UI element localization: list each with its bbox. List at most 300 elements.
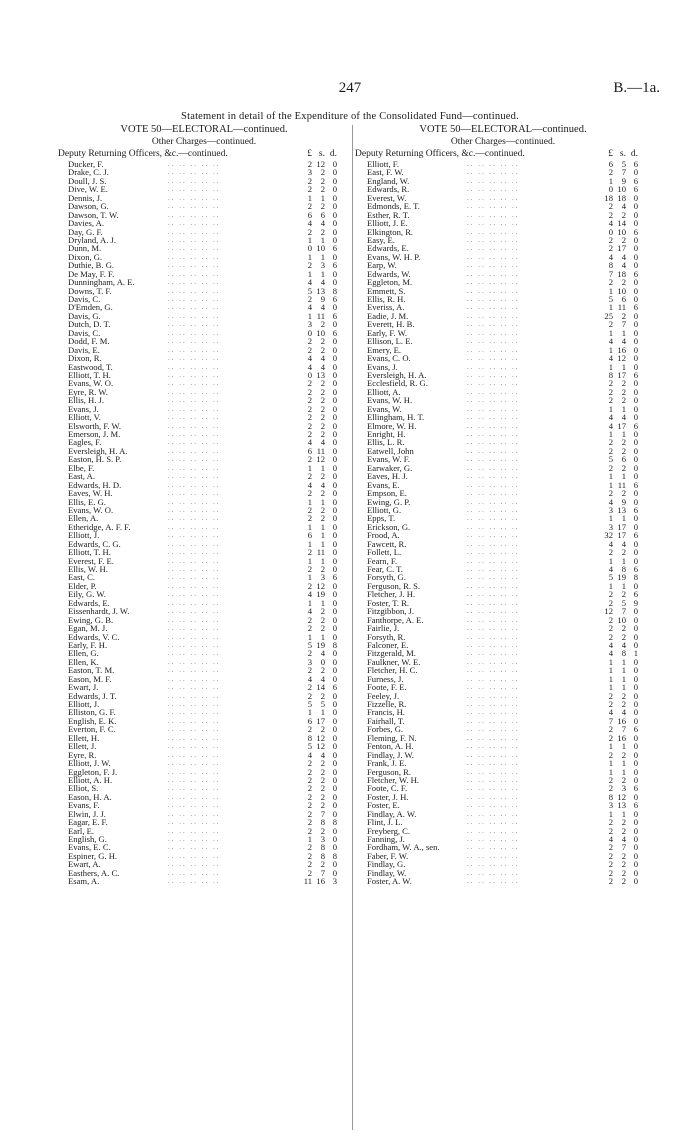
payee-name: Empson, E. — [367, 488, 407, 499]
shillings-value: 1 — [320, 631, 325, 642]
pounds-value: 8 — [608, 260, 613, 271]
leader-dots: .. .. .. .. .. — [168, 438, 221, 447]
pence-value: 0 — [633, 859, 638, 870]
pounds-value: 4 — [608, 564, 613, 574]
pounds-value: 1 — [608, 580, 613, 591]
pence-value: 0 — [633, 876, 638, 887]
leader-dots: .. .. .. .. .. — [467, 176, 520, 185]
pence-value: 0 — [332, 302, 337, 313]
payee-name: Francis, H. — [367, 707, 405, 718]
leader-dots: .. .. .. .. .. — [168, 295, 221, 303]
leader-dots: .. .. .. .. .. — [168, 261, 221, 270]
payee-name: Evans, W. F. — [367, 454, 411, 465]
leader-dots: .. .. .. .. .. — [467, 548, 520, 557]
pounds-value: 4 — [307, 479, 312, 490]
pounds-value: 1 — [307, 310, 312, 321]
shillings-value: 9 — [320, 294, 325, 304]
shillings-value: 2 — [621, 437, 626, 448]
vote-heading: VOTE 50—ELECTORAL—continued. — [120, 124, 288, 135]
pence-value: 0 — [633, 319, 638, 330]
pence-value: 0 — [332, 209, 337, 220]
payee-name: Follett, L. — [367, 547, 402, 558]
pounds-value: 3 — [307, 319, 312, 330]
pence-value: 0 — [332, 648, 337, 659]
shillings-value: 8 — [320, 817, 325, 828]
pounds-value: 1 — [608, 656, 613, 667]
pence-value: 0 — [633, 488, 638, 499]
leader-dots: .. .. .. .. .. — [168, 556, 221, 565]
pence-value: 0 — [332, 386, 337, 397]
pence-value: 0 — [633, 192, 638, 203]
payee-name: Fletcher, J. H. — [367, 589, 416, 600]
table-row — [355, 683, 651, 691]
shillings-value: 2 — [320, 758, 325, 769]
pounds-value: 4 — [307, 361, 312, 372]
pence-value: 0 — [633, 403, 638, 414]
payee-name: Edmonds, E. T. — [367, 201, 420, 212]
pounds-value: 3 — [608, 504, 613, 515]
payee-name: Evans, F. — [68, 800, 100, 811]
pounds-value: 1 — [608, 429, 613, 439]
leader-dots: .. .. .. .. .. — [168, 345, 221, 354]
shillings-value: 0 — [320, 656, 325, 667]
pence-value: 0 — [332, 758, 337, 769]
leader-dots: .. .. .. .. .. — [467, 295, 520, 303]
pence-value: 0 — [332, 234, 337, 245]
shillings-value: 14 — [617, 218, 626, 229]
pounds-value: 2 — [307, 378, 312, 389]
shillings-value: 4 — [320, 302, 325, 313]
pounds-value: 4 — [307, 277, 312, 288]
table-row — [58, 793, 350, 801]
leader-dots: .. .. .. .. .. — [168, 379, 221, 388]
leader-dots: .. .. .. .. .. — [467, 337, 520, 346]
pence-value: 0 — [633, 555, 638, 566]
shillings-value: 2 — [621, 623, 626, 634]
pence-value: 0 — [633, 471, 638, 482]
leader-dots: .. .. .. .. .. — [168, 278, 221, 287]
pounds-value: 4 — [608, 251, 613, 262]
leader-dots: .. .. .. .. .. — [467, 818, 520, 827]
leader-dots: .. .. .. .. .. — [168, 565, 221, 573]
shillings-value: 2 — [621, 859, 626, 870]
pence-value: 0 — [633, 631, 638, 642]
pounds-value: 4 — [608, 648, 613, 659]
table-row — [58, 320, 350, 328]
leader-dots: .. .. .. .. .. — [168, 463, 221, 472]
pence-value: 0 — [332, 353, 337, 364]
payee-name: Easy, E. — [367, 234, 395, 245]
pence-value: 0 — [633, 715, 638, 726]
pence-value: 0 — [332, 580, 337, 591]
shillings-value: 2 — [320, 859, 325, 870]
pence-value: 0 — [332, 167, 337, 178]
pence-value: 0 — [332, 395, 337, 406]
pounds-value: 2 — [307, 859, 312, 870]
leader-dots: .. .. .. .. .. — [467, 674, 520, 683]
shillings-value: 1 — [621, 361, 626, 372]
leader-dots: .. .. .. .. .. — [168, 328, 221, 337]
payee-name: Edwards, H. D. — [68, 479, 122, 490]
pence-value: 0 — [332, 800, 337, 811]
pence-value: 0 — [633, 639, 638, 650]
shillings-value: 11 — [617, 479, 626, 490]
payee-name: Eatwell, John — [367, 445, 414, 456]
shillings-value: 2 — [320, 783, 325, 794]
payee-name: Fizzelle, R. — [367, 699, 407, 709]
leader-dots: .. .. .. .. .. — [467, 733, 520, 742]
payee-name: Findlay, W. — [367, 867, 407, 878]
leader-dots: .. .. .. .. .. — [168, 430, 221, 438]
shillings-value: 2 — [320, 488, 325, 499]
pence-value: 0 — [332, 369, 337, 380]
payee-name: Evans, W. O. — [68, 504, 114, 515]
leader-dots: .. .. .. .. .. — [467, 632, 520, 641]
shillings-value: 1 — [621, 580, 626, 591]
payee-name: Eaves, H. J. — [367, 471, 408, 482]
pence-value: 0 — [633, 218, 638, 229]
pence-value: 8 — [633, 572, 638, 583]
table-row — [58, 641, 350, 649]
payee-name: Edwards, E. — [367, 243, 409, 254]
pence-value: 0 — [332, 251, 337, 262]
pence-value: 0 — [332, 538, 337, 549]
pounds-value: 2 — [608, 201, 613, 212]
shillings-value: 1 — [621, 665, 626, 676]
table-row — [58, 430, 350, 438]
payee-name: Ewart, A. — [68, 859, 101, 870]
payee-name: Fenton, A. H. — [367, 741, 414, 752]
pence-value: 6 — [332, 243, 337, 254]
shillings-value: 11 — [316, 445, 325, 456]
shillings-value: 4 — [320, 277, 325, 288]
pounds-value: 1 — [307, 555, 312, 566]
leader-dots: .. .. .. .. .. — [467, 168, 520, 177]
leader-dots: .. .. .. .. .. — [168, 176, 221, 185]
pence-value: 0 — [633, 547, 638, 558]
pounds-value: 1 — [307, 192, 312, 203]
shillings-value: 1 — [320, 496, 325, 507]
shillings-value: 1 — [320, 555, 325, 566]
pounds-value: 2 — [307, 724, 312, 735]
leader-dots: .. .. .. .. .. — [168, 168, 221, 177]
leader-dots: .. .. .. .. .. — [467, 430, 520, 438]
leader-dots: .. .. .. .. .. — [168, 590, 221, 599]
leader-dots: .. .. .. .. .. — [467, 472, 520, 481]
shillings-value: 10 — [617, 226, 626, 237]
pence-value: 0 — [332, 589, 337, 600]
pence-value: 0 — [633, 462, 638, 473]
payee-name: Everest, W. — [367, 192, 407, 203]
other-charges-heading: Other Charges—continued. — [151, 137, 257, 147]
pence-value: 6 — [633, 226, 638, 237]
pounds-value: 4 — [307, 302, 312, 313]
payee-name: Edwards, J. T. — [68, 690, 117, 701]
leader-dots: .. .. .. .. .. — [168, 210, 221, 219]
leader-dots: .. .. .. .. .. — [467, 505, 520, 514]
pence-value: 6 — [633, 479, 638, 490]
shillings-value: 16 — [617, 715, 626, 726]
pence-value: 0 — [633, 251, 638, 262]
pence-value: 0 — [633, 758, 638, 769]
shillings-value: 2 — [621, 850, 626, 861]
leader-dots: .. .. .. .. .. — [467, 708, 520, 717]
pence-value: 0 — [633, 378, 638, 389]
pence-value: 0 — [332, 774, 337, 785]
shillings-value: 11 — [617, 302, 626, 313]
payee-name: Freyberg, C. — [367, 825, 411, 836]
shillings-value: 2 — [320, 403, 325, 414]
leader-dots: .. .. .. .. .. — [168, 252, 221, 261]
leader-dots: .. .. .. .. .. — [467, 691, 520, 700]
pence-value: 0 — [332, 378, 337, 389]
payee-name: Earp, W. — [367, 260, 397, 271]
shillings-value: 8 — [621, 648, 626, 659]
pounds-value: 4 — [608, 336, 613, 347]
payee-name: Ellett, H. — [68, 732, 100, 743]
leader-dots: .. .. .. .. .. — [467, 480, 520, 489]
pence-value: 0 — [332, 277, 337, 288]
payee-name: Eily, G. W. — [68, 589, 106, 600]
pounds-value: 8 — [608, 369, 613, 380]
pence-value: 6 — [633, 175, 638, 186]
pence-value: 0 — [332, 547, 337, 558]
leader-dots: .. .. .. .. .. — [467, 657, 520, 666]
pounds-value: 2 — [307, 867, 312, 878]
payee-name: Elliott, T. H. — [68, 369, 111, 380]
shillings-value: 2 — [621, 876, 626, 887]
pounds-value: 2 — [307, 783, 312, 794]
shillings-value: 8 — [320, 842, 325, 853]
payee-name: Dixon, R. — [68, 353, 102, 364]
payee-name: Elliott, J. — [68, 699, 100, 709]
leader-dots: .. .. .. .. .. — [168, 632, 221, 641]
leader-dots: .. .. .. .. .. — [467, 396, 520, 405]
leader-dots: .. .. .. .. .. — [467, 362, 520, 371]
shillings-value: 12 — [316, 580, 325, 591]
pounds-value: 2 — [307, 395, 312, 406]
pounds-value: 1 — [307, 496, 312, 507]
payee-name: Ellingham, H. T. — [367, 412, 425, 423]
leader-dots: .. .. .. .. .. — [168, 497, 221, 506]
shillings-value: 2 — [621, 867, 626, 878]
shillings-value: 4 — [320, 361, 325, 372]
pounds-value: 2 — [307, 817, 312, 828]
shillings-value: 2 — [320, 471, 325, 482]
leader-dots: .. .. .. .. .. — [467, 438, 520, 447]
pounds-value: 1 — [608, 555, 613, 566]
pence-value: 0 — [332, 606, 337, 617]
leader-dots: .. .. .. .. .. — [168, 700, 221, 708]
payee-name: Fearn, F. — [367, 555, 398, 566]
shillings-value: 4 — [320, 673, 325, 684]
payee-name: Evans, W. O. — [68, 378, 114, 389]
pounds-value: 6 — [307, 445, 312, 456]
pounds-value: 5 — [307, 285, 312, 296]
pounds-value: 2 — [608, 319, 613, 330]
leader-dots: .. .. .. .. .. — [467, 784, 520, 793]
leader-dots: .. .. .. .. .. — [168, 742, 221, 751]
payee-name: Elkington, R. — [367, 226, 414, 237]
pence-value: 0 — [332, 656, 337, 667]
shillings-value: 2 — [621, 817, 626, 828]
payee-name: Foster, J. H. — [367, 791, 409, 802]
table-row — [58, 346, 350, 354]
pence-value: 0 — [332, 597, 337, 608]
payee-name: Fletcher, H. C. — [367, 665, 418, 676]
pounds-value: 5 — [307, 741, 312, 752]
pounds-value: 2 — [307, 825, 312, 836]
pounds-value: 6 — [307, 530, 312, 541]
pence-value: 0 — [633, 850, 638, 861]
payee-name: Fairhall, T. — [367, 715, 405, 726]
pounds-value: 1 — [307, 538, 312, 549]
leader-dots: .. .. .. .. .. — [168, 387, 221, 396]
payee-name: Ellett, J. — [68, 741, 97, 752]
table-row — [58, 287, 350, 295]
payee-name: East, F. W. — [367, 167, 404, 178]
shillings-value: 17 — [617, 530, 626, 541]
pence-value: 0 — [633, 201, 638, 212]
shillings-value: 2 — [320, 184, 325, 195]
shillings-value: 3 — [320, 572, 325, 583]
shillings-value: 2 — [320, 800, 325, 811]
leader-dots: .. .. .. .. .. — [168, 404, 221, 413]
leader-dots: .. .. .. .. .. — [168, 581, 221, 590]
pence-value: 0 — [332, 454, 337, 465]
leader-dots: .. .. .. .. .. — [467, 775, 520, 784]
shillings-value: 4 — [621, 707, 626, 718]
shillings-value: 1 — [621, 403, 626, 414]
shillings-value: 2 — [621, 749, 626, 760]
leader-dots: .. .. .. .. .. — [168, 691, 221, 700]
leader-dots: .. .. .. .. .. — [168, 775, 221, 784]
payee-name: Elliott, T. H. — [68, 547, 111, 558]
leader-dots: .. .. .. .. .. — [467, 387, 520, 396]
table-row — [58, 464, 350, 472]
leader-dots: .. .. .. .. .. — [467, 539, 520, 548]
pence-value: 0 — [332, 429, 337, 439]
leader-dots: .. .. .. .. .. — [467, 767, 520, 776]
leader-dots: .. .. .. .. .. — [467, 826, 520, 835]
shillings-value: 2 — [621, 690, 626, 701]
pence-value: 0 — [332, 159, 337, 169]
table-row — [355, 354, 651, 362]
shillings-value: 4 — [320, 648, 325, 659]
table-row — [58, 852, 350, 860]
shillings-value: 1 — [320, 192, 325, 203]
leader-dots: .. .. .. .. .. — [168, 202, 221, 211]
leader-dots: .. .. .. .. .. — [467, 590, 520, 599]
pence-value: 1 — [633, 648, 638, 659]
payee-name: Emmett, S. — [367, 285, 406, 296]
pence-value: 0 — [633, 361, 638, 372]
pence-value: 0 — [332, 226, 337, 237]
payee-name: Eaves, W. H. — [68, 488, 113, 499]
pence-value: 0 — [332, 479, 337, 490]
pounds-value: 0 — [307, 243, 312, 254]
shillings-value: 1 — [621, 808, 626, 819]
pence-value: 6 — [633, 589, 638, 600]
payee-name: Findlay, A. W. — [367, 808, 417, 819]
pounds-value: 3 — [608, 521, 613, 532]
shillings-value: 4 — [320, 479, 325, 490]
pounds-value: 1 — [608, 741, 613, 752]
shillings-value: 1 — [320, 530, 325, 541]
pounds-value: 4 — [307, 437, 312, 448]
leader-dots: .. .. .. .. .. — [168, 573, 221, 582]
payee-name: Erickson, G. — [367, 521, 411, 532]
shillings-value: 2 — [621, 310, 626, 321]
payee-name: Faber, F. W. — [367, 850, 409, 861]
leader-dots: .. .. .. .. .. — [467, 750, 520, 759]
pence-value: 0 — [332, 192, 337, 203]
shillings-value: 2 — [621, 488, 626, 499]
pence-value: 8 — [332, 817, 337, 828]
table-row — [58, 523, 350, 531]
pence-value: 0 — [633, 842, 638, 853]
shillings-value: 2 — [320, 513, 325, 524]
pounds-value: 4 — [307, 606, 312, 617]
pence-value: 3 — [332, 876, 337, 887]
shillings-value: 7 — [621, 606, 626, 617]
payee-name: Easthers, A. C. — [68, 867, 120, 878]
pence-value: 0 — [332, 842, 337, 853]
shillings-value: 2 — [320, 336, 325, 347]
payee-name: Eason, M. F. — [68, 673, 112, 684]
payee-name: Everett, H. B. — [367, 319, 415, 330]
pence-value: 0 — [633, 791, 638, 802]
leader-dots: .. .. .. .. .. — [168, 725, 221, 734]
pounds-value: 2 — [608, 378, 613, 389]
leader-dots: .. .. .. .. .. — [168, 624, 221, 633]
payee-name: Evans, E. — [367, 479, 400, 490]
pence-value: 0 — [332, 564, 337, 574]
pence-value: 0 — [633, 260, 638, 271]
shillings-value: 7 — [320, 867, 325, 878]
leader-dots: .. .. .. .. .. — [168, 522, 221, 531]
shillings-value: 1 — [621, 656, 626, 667]
shillings-value: 2 — [621, 445, 626, 456]
pence-value: 6 — [332, 682, 337, 693]
payee-name: Elliott, J. E. — [367, 218, 408, 229]
shillings-value: 1 — [621, 673, 626, 684]
leader-dots: .. .. .. .. .. — [168, 219, 221, 228]
table-row — [355, 506, 651, 514]
leader-dots: .. .. .. .. .. — [168, 801, 221, 810]
pounds-value: 2 — [608, 825, 613, 836]
table-row — [355, 228, 651, 236]
pounds-value: 2 — [307, 513, 312, 524]
payee-name: Dawson, G. — [68, 201, 109, 212]
shillings-value: 3 — [621, 783, 626, 794]
shillings-value: 1 — [320, 707, 325, 718]
shillings-value: 16 — [617, 344, 626, 355]
payee-name: Ellis, E. G. — [68, 496, 106, 507]
payee-name: Edwards, W. — [367, 268, 411, 279]
shillings-value: 9 — [621, 175, 626, 186]
pounds-value: 1 — [608, 285, 613, 296]
shillings-value: 19 — [316, 589, 325, 600]
payee-name: Eggleton, F. J. — [68, 766, 118, 777]
shillings-value: 4 — [621, 251, 626, 262]
leader-dots: .. .. .. .. .. — [168, 759, 221, 768]
leader-dots: .. .. .. .. .. — [467, 320, 520, 329]
pence-value: 0 — [633, 690, 638, 701]
shillings-value: 14 — [316, 682, 325, 693]
payee-name: Fawcett, R. — [367, 538, 407, 549]
leader-dots: .. .. .. .. .. — [168, 227, 221, 236]
